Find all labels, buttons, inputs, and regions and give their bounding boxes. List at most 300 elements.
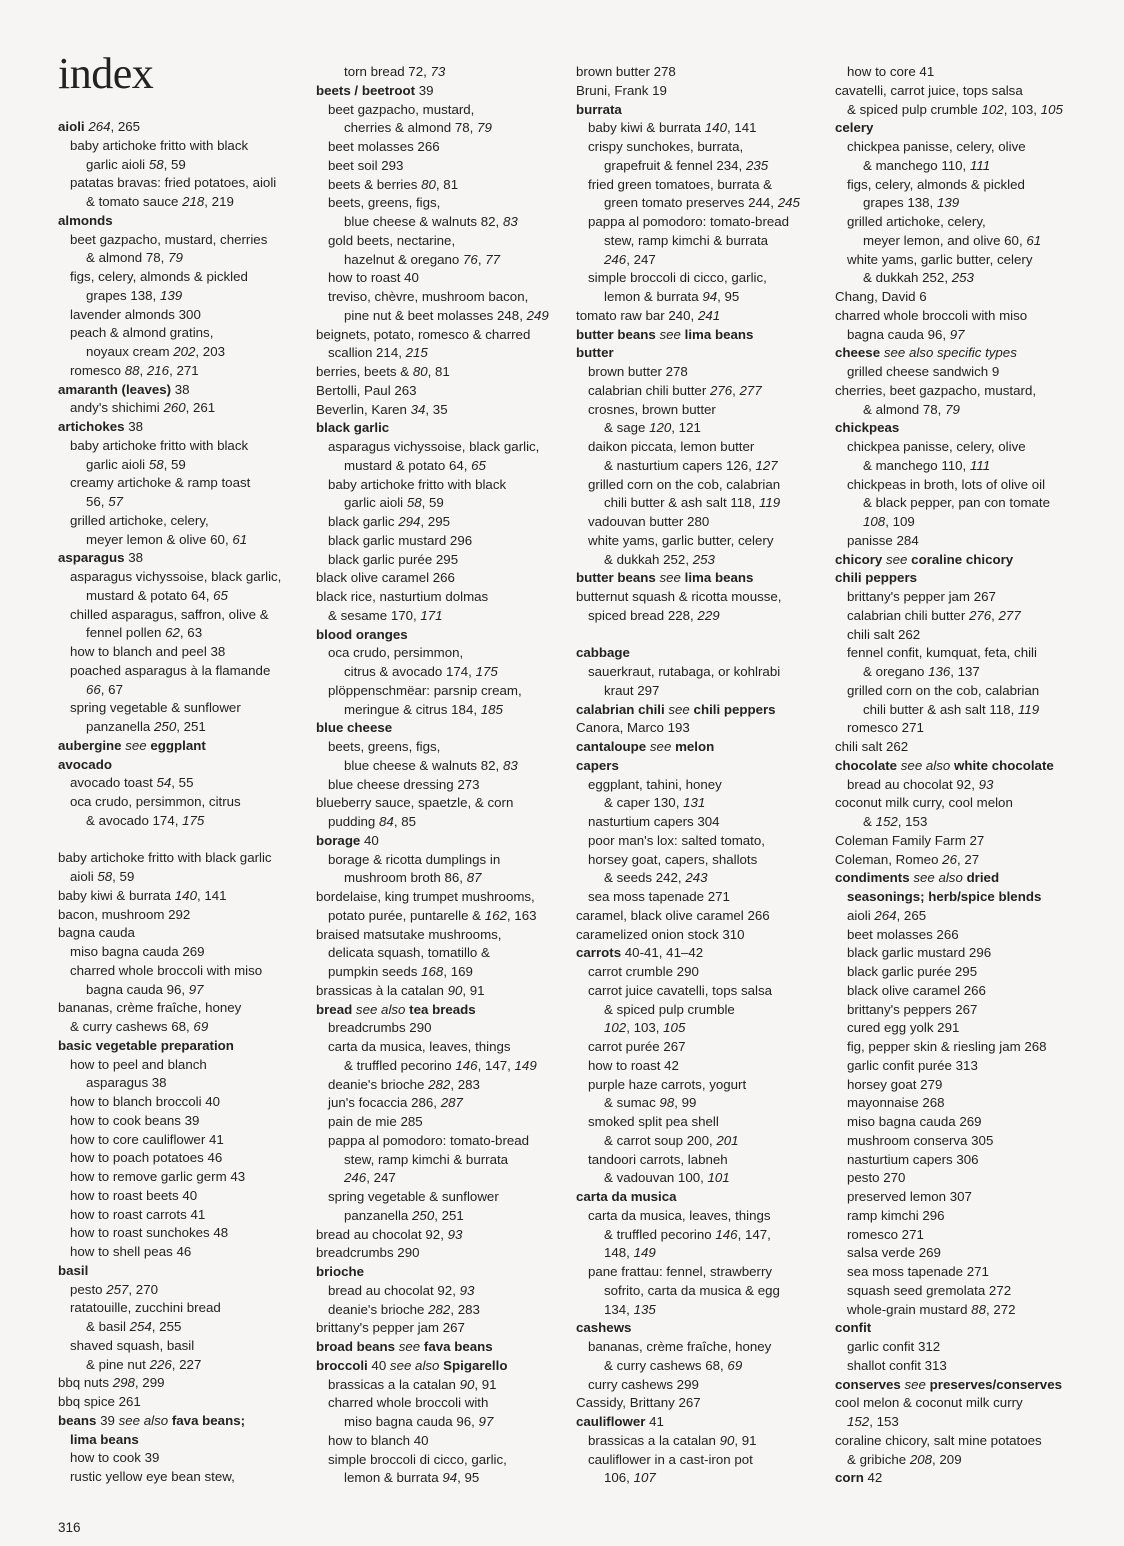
index-entry bbox=[576, 738, 826, 757]
index-italic-text: 93 bbox=[978, 776, 994, 792]
index-subentry: black garlic mustard 296 bbox=[847, 945, 992, 961]
index-subentry: chilled asparagus, saffron, olive & bbox=[70, 606, 269, 622]
index-subentry: horsey goat 279 bbox=[847, 1076, 943, 1092]
index-entry: beignets, potato, romesco & charred bbox=[316, 326, 531, 342]
index-italic-text: 201 bbox=[716, 1132, 739, 1148]
index-italic-text: 149 bbox=[514, 1057, 537, 1073]
index-heading-text: cheese bbox=[835, 345, 881, 361]
index-heading-text: cabbage bbox=[576, 645, 630, 661]
index-heading-text: broad beans bbox=[316, 1339, 396, 1354]
index-subentry: grilled artichoke, celery, bbox=[70, 512, 209, 528]
index-entry: Bertolli, Paul 263 bbox=[316, 382, 417, 398]
index-entry: cavatelli, carrot juice, tops salsa bbox=[835, 82, 1023, 98]
index-subentry: chickpea panisse, celery, olive bbox=[847, 439, 1026, 454]
index-column-3 bbox=[576, 63, 826, 1488]
index-subentry: ratatouille, zucchini bread bbox=[70, 1300, 221, 1316]
index-italic-text: 135 bbox=[633, 1301, 656, 1317]
index-heading-text: chicory bbox=[835, 551, 883, 567]
index-italic-text: see also bbox=[913, 870, 963, 886]
index-subentry: beet molasses 266 bbox=[847, 926, 959, 942]
index-subentry: squash seed gremolata 272 bbox=[847, 1282, 1012, 1298]
index-italic-text: 276 bbox=[968, 607, 992, 623]
index-italic-text: 277 bbox=[739, 382, 762, 398]
index-subentry: shaved squash, basil bbox=[70, 1337, 195, 1353]
index-italic-text: 260 bbox=[163, 400, 186, 416]
index-italic-text: 185 bbox=[480, 701, 503, 717]
index-subentry: creamy artichoke & ramp toast bbox=[70, 475, 251, 491]
index-subentry: baby artichoke fritto with black bbox=[70, 137, 249, 153]
index-subentry: & truffled pecorino 146, 147, 149 bbox=[344, 1057, 537, 1073]
index-heading-text: chickpeas bbox=[835, 420, 900, 436]
index-subentry: how to peel and blanch bbox=[70, 1056, 207, 1072]
index-subentry: & seeds 242, 243 bbox=[604, 870, 708, 886]
index-subentry: mustard & potato 64, 65 bbox=[344, 457, 486, 473]
index-subentry: & dukkah 252, 253 bbox=[863, 270, 974, 286]
index-entry: blueberry sauce, spaetzle, & corn bbox=[316, 795, 514, 811]
index-subentry: how to roast carrots 41 bbox=[70, 1206, 206, 1222]
index-subentry: how to poach potatoes 46 bbox=[70, 1150, 223, 1166]
index-italic-text: 58 bbox=[406, 495, 422, 511]
index-entry: cherries, beet gazpacho, mustard, bbox=[835, 382, 1037, 398]
index-subentry: sofrito, carta da musica & egg bbox=[604, 1282, 780, 1298]
index-entry: Cassidy, Brittany 267 bbox=[576, 1395, 701, 1411]
index-subentry: brassicas a la catalan 90, 91 bbox=[588, 1432, 757, 1448]
index-italic-text: 216 bbox=[146, 362, 170, 378]
index-subentry: black garlic mustard 296 bbox=[328, 532, 473, 548]
index-italic-text: 90 bbox=[459, 1376, 475, 1392]
index-italic-text: see also bbox=[355, 1001, 406, 1017]
index-subentry: scallion 214, 215 bbox=[328, 345, 428, 361]
index-heading-text: blue cheese bbox=[316, 720, 393, 736]
index-italic-text: 119 bbox=[758, 495, 781, 511]
index-italic-text: 140 bbox=[174, 887, 197, 903]
index-heading-text: Spigarello bbox=[443, 1357, 508, 1373]
index-italic-text: 208 bbox=[909, 1451, 933, 1467]
index-entry: caramelized onion stock 310 bbox=[576, 926, 745, 942]
index-subentry: pappa al pomodoro: tomato-bread bbox=[588, 214, 790, 229]
index-subentry: aioli 58, 59 bbox=[70, 869, 135, 884]
index-heading-text: broccoli bbox=[316, 1357, 368, 1373]
index-subentry: fig, pepper skin & riesling jam 268 bbox=[847, 1039, 1047, 1054]
index-subentry: lemon & burrata 94, 95 bbox=[604, 289, 740, 304]
index-entry bbox=[835, 119, 1085, 138]
index-subentry: purple haze carrots, yogurt bbox=[588, 1076, 747, 1092]
index-entry: charred whole broccoli with miso bbox=[835, 307, 1028, 323]
index-entry bbox=[316, 419, 566, 438]
index-italic-text: 152 bbox=[875, 814, 898, 829]
index-heading-text: butter beans bbox=[576, 570, 656, 586]
index-italic-text: 250 bbox=[154, 719, 177, 734]
index-heading-text: preserves/conserves bbox=[929, 1376, 1062, 1392]
index-subentry: blue cheese & walnuts 82, 83 bbox=[344, 214, 518, 229]
index-subentry: borage & ricotta dumplings in bbox=[328, 851, 501, 867]
index-italic-text: 119 bbox=[1017, 701, 1040, 717]
index-subentry: calabrian chili butter 276, 277 bbox=[847, 607, 1021, 623]
index-italic-text: 245 bbox=[777, 195, 800, 211]
index-italic-text: 140 bbox=[704, 120, 727, 136]
index-entry: coconut milk curry, cool melon bbox=[835, 795, 1013, 811]
index-entry bbox=[576, 1188, 826, 1207]
index-entry: baby kiwi & burrata 140, 141 bbox=[58, 887, 227, 903]
index-subentry: patatas bravas: fried potatoes, aioli bbox=[70, 175, 277, 191]
index-entry: bbq spice 261 bbox=[58, 1394, 141, 1409]
index-subentry: figs, celery, almonds & pickled bbox=[70, 269, 248, 284]
index-italic-text: 107 bbox=[633, 1470, 656, 1486]
index-subentry: stew, ramp kimchi & burrata bbox=[344, 1151, 509, 1167]
index-italic-text: 94 bbox=[702, 289, 718, 304]
index-entry: carrots 40-41, 41–42 bbox=[576, 945, 704, 961]
index-italic-text: 97 bbox=[949, 326, 965, 342]
index-subentry: & 152, 153 bbox=[863, 814, 928, 829]
index-entry: bbq nuts 298, 299 bbox=[58, 1375, 165, 1391]
index-subentry: lemon & burrata 94, 95 bbox=[344, 1470, 480, 1486]
index-entry: asparagus 38 bbox=[58, 550, 144, 566]
index-entry: baby artichoke fritto with black garlic bbox=[58, 850, 272, 866]
index-subentry: deanie's brioche 282, 283 bbox=[328, 1076, 480, 1092]
index-subentry: pane frattau: fennel, strawberry bbox=[588, 1264, 773, 1279]
index-column-1 bbox=[58, 118, 308, 1487]
index-subentry: & gribiche 208, 209 bbox=[847, 1451, 962, 1467]
index-entry: braised matsutake mushrooms, bbox=[316, 926, 502, 942]
index-subentry: 246, 247 bbox=[604, 251, 656, 267]
index-entry: bordelaise, king trumpet mushrooms, bbox=[316, 889, 535, 904]
index-subentry: & tomato sauce 218, 219 bbox=[86, 194, 234, 209]
index-subentry: & spiced pulp crumble bbox=[604, 1001, 735, 1017]
index-subentry: beet molasses 266 bbox=[328, 139, 440, 154]
index-subentry: chickpea panisse, celery, olive bbox=[847, 139, 1026, 154]
index-italic-text: 246 bbox=[604, 251, 627, 267]
index-subentry: pappa al pomodoro: tomato-bread bbox=[328, 1132, 530, 1148]
index-heading-text: basic vegetable preparation bbox=[58, 1037, 234, 1053]
index-entry bbox=[58, 1262, 308, 1281]
index-subentry: peach & almond gratins, bbox=[70, 325, 214, 341]
index-heading-text: celery bbox=[835, 120, 874, 136]
index-subentry: black garlic purée 295 bbox=[847, 964, 978, 979]
index-italic-text: 246 bbox=[344, 1170, 367, 1186]
index-entry: coraline chicory, salt mine potatoes bbox=[835, 1432, 1042, 1448]
index-heading-text: butter bbox=[576, 345, 614, 361]
index-subentry: grapes 138, 139 bbox=[863, 195, 960, 211]
index-subentry: how to blanch and peel 38 bbox=[70, 644, 226, 659]
index-entry bbox=[835, 569, 1085, 588]
index-subentry: simple broccoli di cicco, garlic, bbox=[588, 270, 767, 286]
index-subentry: carrot purée 267 bbox=[588, 1039, 686, 1054]
index-entry bbox=[58, 1037, 308, 1056]
index-italic-text: 97 bbox=[188, 981, 204, 997]
index-subentry: charred whole broccoli with bbox=[328, 1395, 489, 1411]
index-italic-text: 108 bbox=[863, 514, 886, 529]
index-heading-text: corn bbox=[835, 1470, 864, 1486]
index-subentry: romesco 271 bbox=[847, 1226, 924, 1242]
index-italic-text: 58 bbox=[97, 869, 113, 884]
index-subentry: sea moss tapenade 271 bbox=[588, 889, 730, 904]
index-subentry: rustic yellow eye bean stew, bbox=[70, 1469, 235, 1484]
index-subentry: cherries & almond 78, 79 bbox=[344, 120, 492, 136]
index-subentry: ramp kimchi 296 bbox=[847, 1207, 945, 1223]
index-italic-text: 61 bbox=[232, 531, 248, 547]
index-entry: Beverlin, Karen 34, 35 bbox=[316, 401, 448, 417]
index-subentry: fennel confit, kumquat, feta, chili bbox=[847, 645, 1037, 661]
index-entry bbox=[316, 719, 566, 738]
index-subentry: green tomato preserves 244, 245 bbox=[604, 195, 800, 211]
index-subentry: beets, greens, figs, bbox=[328, 195, 441, 211]
index-heading-text: blood oranges bbox=[316, 626, 408, 642]
index-subentry: preserved lemon 307 bbox=[847, 1189, 972, 1204]
index-italic-text: 54 bbox=[156, 775, 172, 791]
index-italic-text: 202 bbox=[173, 344, 196, 359]
index-entry bbox=[835, 869, 1085, 888]
index-italic-text: 69 bbox=[727, 1357, 743, 1373]
index-entry: berries, beets & 80, 81 bbox=[316, 364, 450, 379]
index-entry: cool melon & coconut milk curry bbox=[835, 1395, 1023, 1411]
index-subentry: pain de mie 285 bbox=[328, 1114, 423, 1129]
index-entry bbox=[576, 101, 826, 120]
index-subentry: daikon piccata, lemon butter bbox=[588, 439, 755, 454]
index-italic-text: see also bbox=[900, 757, 951, 773]
index-entry: bacon, mushroom 292 bbox=[58, 906, 191, 922]
index-italic-text: 241 bbox=[697, 307, 721, 323]
index-subentry: miso bagna cauda 269 bbox=[70, 944, 205, 959]
index-heading-text: carta da musica bbox=[576, 1189, 677, 1204]
index-heading-text: cantaloupe bbox=[576, 739, 647, 754]
index-heading-text: aioli bbox=[58, 119, 85, 134]
index-subentry: & avocado 174, 175 bbox=[86, 812, 205, 828]
index-italic-text: 249 bbox=[526, 307, 549, 323]
index-italic-text: 131 bbox=[683, 795, 706, 811]
index-subentry: grapefruit & fennel 234, 235 bbox=[604, 157, 769, 173]
index-heading-text: lima beans bbox=[70, 1431, 139, 1447]
index-subentry: 152, 153 bbox=[847, 1414, 899, 1429]
index-subentry: charred whole broccoli with miso bbox=[70, 962, 263, 978]
index-subentry: crosnes, brown butter bbox=[588, 401, 716, 417]
index-heading-text: cashews bbox=[576, 1320, 632, 1336]
index-subentry: bagna cauda 96, 97 bbox=[847, 326, 965, 342]
index-heading-text: capers bbox=[576, 757, 619, 773]
index-heading-text: confit bbox=[835, 1320, 872, 1336]
index-subentry: how to remove garlic germ 43 bbox=[70, 1169, 246, 1184]
index-italic-text: 79 bbox=[945, 401, 960, 417]
index-heading-text: artichokes bbox=[58, 419, 125, 434]
index-subentry: carta da musica, leaves, things bbox=[328, 1039, 511, 1054]
index-subentry: how to roast sunchokes 48 bbox=[70, 1225, 229, 1241]
index-heading-text: borage bbox=[316, 832, 361, 848]
index-entry: bread au chocolat 92, 93 bbox=[316, 1226, 463, 1242]
index-subentry bbox=[835, 888, 1085, 907]
index-subentry: how to blanch 40 bbox=[328, 1432, 429, 1448]
index-italic-text: 58 bbox=[148, 156, 164, 172]
index-entry: amaranth (leaves) 38 bbox=[58, 381, 190, 397]
index-subentry: 66, 67 bbox=[86, 681, 123, 697]
index-italic-text: 149 bbox=[633, 1245, 656, 1261]
index-subentry: how to cook beans 39 bbox=[70, 1112, 200, 1128]
index-italic-text: 253 bbox=[692, 551, 715, 567]
index-subentry: oca crudo, persimmon, bbox=[328, 645, 464, 661]
index-entry: tomato raw bar 240, 241 bbox=[576, 307, 721, 323]
index-subentry: avocado toast 54, 55 bbox=[70, 775, 194, 791]
index-heading-text: beans bbox=[58, 1412, 97, 1428]
index-entry bbox=[576, 644, 826, 663]
index-entry bbox=[316, 1263, 566, 1282]
index-heading-text: coraline chicory bbox=[911, 551, 1014, 567]
index-subentry: grapes 138, 139 bbox=[86, 287, 183, 303]
index-subentry: & basil 254, 255 bbox=[86, 1319, 182, 1334]
index-subentry: breadcrumbs 290 bbox=[328, 1020, 432, 1036]
index-subentry: spring vegetable & sunflower bbox=[328, 1189, 499, 1204]
index-subentry: garlic aioli 58, 59 bbox=[86, 456, 186, 472]
index-subentry: & almond 78, 79 bbox=[863, 401, 960, 417]
index-italic-text: 171 bbox=[420, 607, 443, 623]
index-italic-text: 175 bbox=[475, 664, 498, 679]
index-heading-text: lima beans bbox=[684, 570, 754, 586]
index-subentry: chili butter & ash salt 118, 119 bbox=[863, 701, 1040, 717]
index-heading-text: avocado bbox=[58, 756, 112, 772]
index-subentry: & sesame 170, 171 bbox=[328, 607, 443, 623]
index-italic-text: 250 bbox=[412, 1207, 435, 1223]
index-entry bbox=[58, 212, 308, 231]
index-subentry: 108, 109 bbox=[863, 514, 915, 529]
index-italic-text: 84 bbox=[379, 814, 394, 829]
index-subentry: how to core 41 bbox=[847, 64, 935, 79]
index-subentry: beet soil 293 bbox=[328, 157, 404, 173]
index-section-gap bbox=[576, 626, 826, 645]
page-title: index bbox=[58, 49, 154, 98]
index-entry bbox=[835, 757, 1085, 776]
index-heading-text: black garlic bbox=[316, 420, 390, 436]
index-subentry: & curry cashews 68, 69 bbox=[70, 1019, 209, 1034]
index-subentry: carrot crumble 290 bbox=[588, 964, 699, 979]
index-heading-text: chili peppers bbox=[835, 570, 918, 586]
index-italic-text: 111 bbox=[969, 157, 991, 173]
index-heading-text: condiments bbox=[835, 870, 910, 886]
index-subentry: shallot confit 313 bbox=[847, 1357, 947, 1373]
index-subentry: & truffled pecorino 146, 147, bbox=[604, 1226, 771, 1242]
index-subentry: & pine nut 226, 227 bbox=[86, 1356, 202, 1372]
index-subentry: grilled corn on the cob, calabrian bbox=[588, 476, 781, 492]
index-italic-text: 66 bbox=[86, 681, 101, 697]
index-italic-text: 264 bbox=[874, 907, 897, 923]
index-italic-text: see bbox=[659, 570, 681, 586]
index-subentry: how to blanch broccoli 40 bbox=[70, 1094, 221, 1109]
index-italic-text: 218 bbox=[182, 194, 205, 209]
index-italic-text: 111 bbox=[969, 457, 991, 473]
index-section-gap bbox=[58, 831, 308, 850]
index-heading-text: eggplant bbox=[150, 737, 206, 753]
index-italic-text: 277 bbox=[998, 607, 1021, 623]
index-entry bbox=[316, 1338, 566, 1357]
index-subentry: black olive caramel 266 bbox=[847, 982, 986, 998]
index-entry: black olive caramel 266 bbox=[316, 570, 455, 586]
index-italic-text: see bbox=[886, 551, 908, 567]
index-italic-text: 105 bbox=[1040, 101, 1063, 117]
index-italic-text: 79 bbox=[168, 250, 183, 266]
index-italic-text: 264 bbox=[88, 119, 111, 134]
index-heading-text: calabrian chili bbox=[576, 701, 665, 717]
index-heading-text: dried bbox=[966, 870, 1000, 886]
index-subentry: how to cook 39 bbox=[70, 1450, 160, 1466]
index-entry: beans 39 see also fava beans; bbox=[58, 1412, 246, 1428]
index-subentry: baby artichoke fritto with black bbox=[328, 476, 507, 492]
index-subentry: aioli 264, 265 bbox=[847, 907, 927, 923]
index-italic-text: 243 bbox=[685, 870, 708, 886]
index-subentry: mushroom conserva 305 bbox=[847, 1132, 994, 1148]
index-heading-text: white chocolate bbox=[954, 757, 1054, 773]
index-italic-text: 294 bbox=[398, 514, 421, 529]
index-italic-text: 101 bbox=[707, 1170, 730, 1186]
index-italic-text: 93 bbox=[447, 1226, 463, 1242]
index-entry: Canora, Marco 193 bbox=[576, 720, 690, 736]
index-italic-text: 58 bbox=[148, 456, 164, 472]
index-entry: brassicas à la catalan 90, 91 bbox=[316, 982, 485, 998]
index-subentry: romesco 88, 216, 271 bbox=[70, 362, 199, 378]
index-italic-text: 65 bbox=[471, 457, 486, 473]
index-subentry: garlic confit 312 bbox=[847, 1339, 941, 1354]
index-italic-text: see bbox=[398, 1339, 421, 1354]
index-entry: Bruni, Frank 19 bbox=[576, 82, 667, 98]
index-subentry: blue cheese dressing 273 bbox=[328, 776, 480, 792]
index-italic-text: 257 bbox=[106, 1281, 129, 1297]
index-subentry: garlic confit purée 313 bbox=[847, 1057, 978, 1073]
index-italic-text: 287 bbox=[440, 1095, 463, 1111]
index-subentry: calabrian chili butter 276, 277 bbox=[588, 382, 762, 398]
index-italic-text: 276 bbox=[709, 382, 733, 398]
index-heading-text: almonds bbox=[58, 212, 113, 228]
index-italic-text: 98 bbox=[659, 1095, 675, 1111]
index-subentry: mushroom broth 86, 87 bbox=[344, 870, 482, 886]
index-subentry: & manchego 110, 111 bbox=[863, 457, 991, 473]
index-heading-text: burrata bbox=[576, 101, 622, 117]
index-entry bbox=[576, 757, 826, 776]
index-subentry: panisse 284 bbox=[847, 532, 919, 548]
index-subentry: mustard & potato 64, 65 bbox=[86, 587, 228, 603]
index-subentry: noyaux cream 202, 203 bbox=[86, 344, 225, 359]
index-subentry: how to roast 42 bbox=[588, 1057, 679, 1073]
index-italic-text: 298 bbox=[112, 1375, 135, 1391]
index-heading-text: amaranth (leaves) bbox=[58, 381, 172, 397]
index-subentry: spiced bread 228, 229 bbox=[588, 607, 720, 623]
index-subentry: chili butter & ash salt 118, 119 bbox=[604, 495, 781, 511]
index-italic-text: 175 bbox=[182, 812, 205, 828]
index-subentry: deanie's brioche 282, 283 bbox=[328, 1301, 480, 1317]
index-subentry: chili salt 262 bbox=[847, 626, 921, 642]
index-entry: beets / beetroot 39 bbox=[316, 82, 434, 98]
index-subentry: & manchego 110, 111 bbox=[863, 157, 991, 173]
index-subentry: & dukkah 252, 253 bbox=[604, 551, 715, 567]
index-italic-text: 136 bbox=[928, 664, 951, 679]
index-entry: butternut squash & ricotta mousse, bbox=[576, 589, 782, 604]
index-subentry: black garlic 294, 295 bbox=[328, 514, 450, 529]
index-subentry: pesto 270 bbox=[847, 1170, 906, 1186]
index-italic-text: 139 bbox=[159, 287, 183, 303]
index-subentry: beets & berries 80, 81 bbox=[328, 176, 459, 192]
index-italic-text: 215 bbox=[405, 345, 428, 361]
index-subentry: 56, 57 bbox=[86, 494, 123, 509]
index-italic-text: 102 bbox=[981, 101, 1004, 117]
index-subentry: lavender almonds 300 bbox=[70, 306, 201, 322]
index-italic-text: 254 bbox=[129, 1319, 152, 1334]
index-subentry: & spiced pulp crumble 102, 103, 105 bbox=[847, 101, 1063, 117]
index-entry: Coleman, Romeo 26, 27 bbox=[835, 851, 980, 867]
index-italic-text: see bbox=[125, 737, 147, 753]
index-italic-text: 69 bbox=[193, 1019, 209, 1034]
index-subentry: poached asparagus à la flamande bbox=[70, 662, 271, 678]
index-heading-text: conserves bbox=[835, 1376, 901, 1392]
index-subentry: black garlic purée 295 bbox=[328, 551, 459, 567]
index-italic-text: 235 bbox=[745, 157, 769, 173]
index-entry bbox=[316, 1001, 566, 1020]
index-subentry: meyer lemon & olive 60, 61 bbox=[86, 531, 248, 547]
index-subentry: treviso, chèvre, mushroom bacon, bbox=[328, 289, 529, 304]
index-italic-text: 127 bbox=[755, 457, 778, 473]
